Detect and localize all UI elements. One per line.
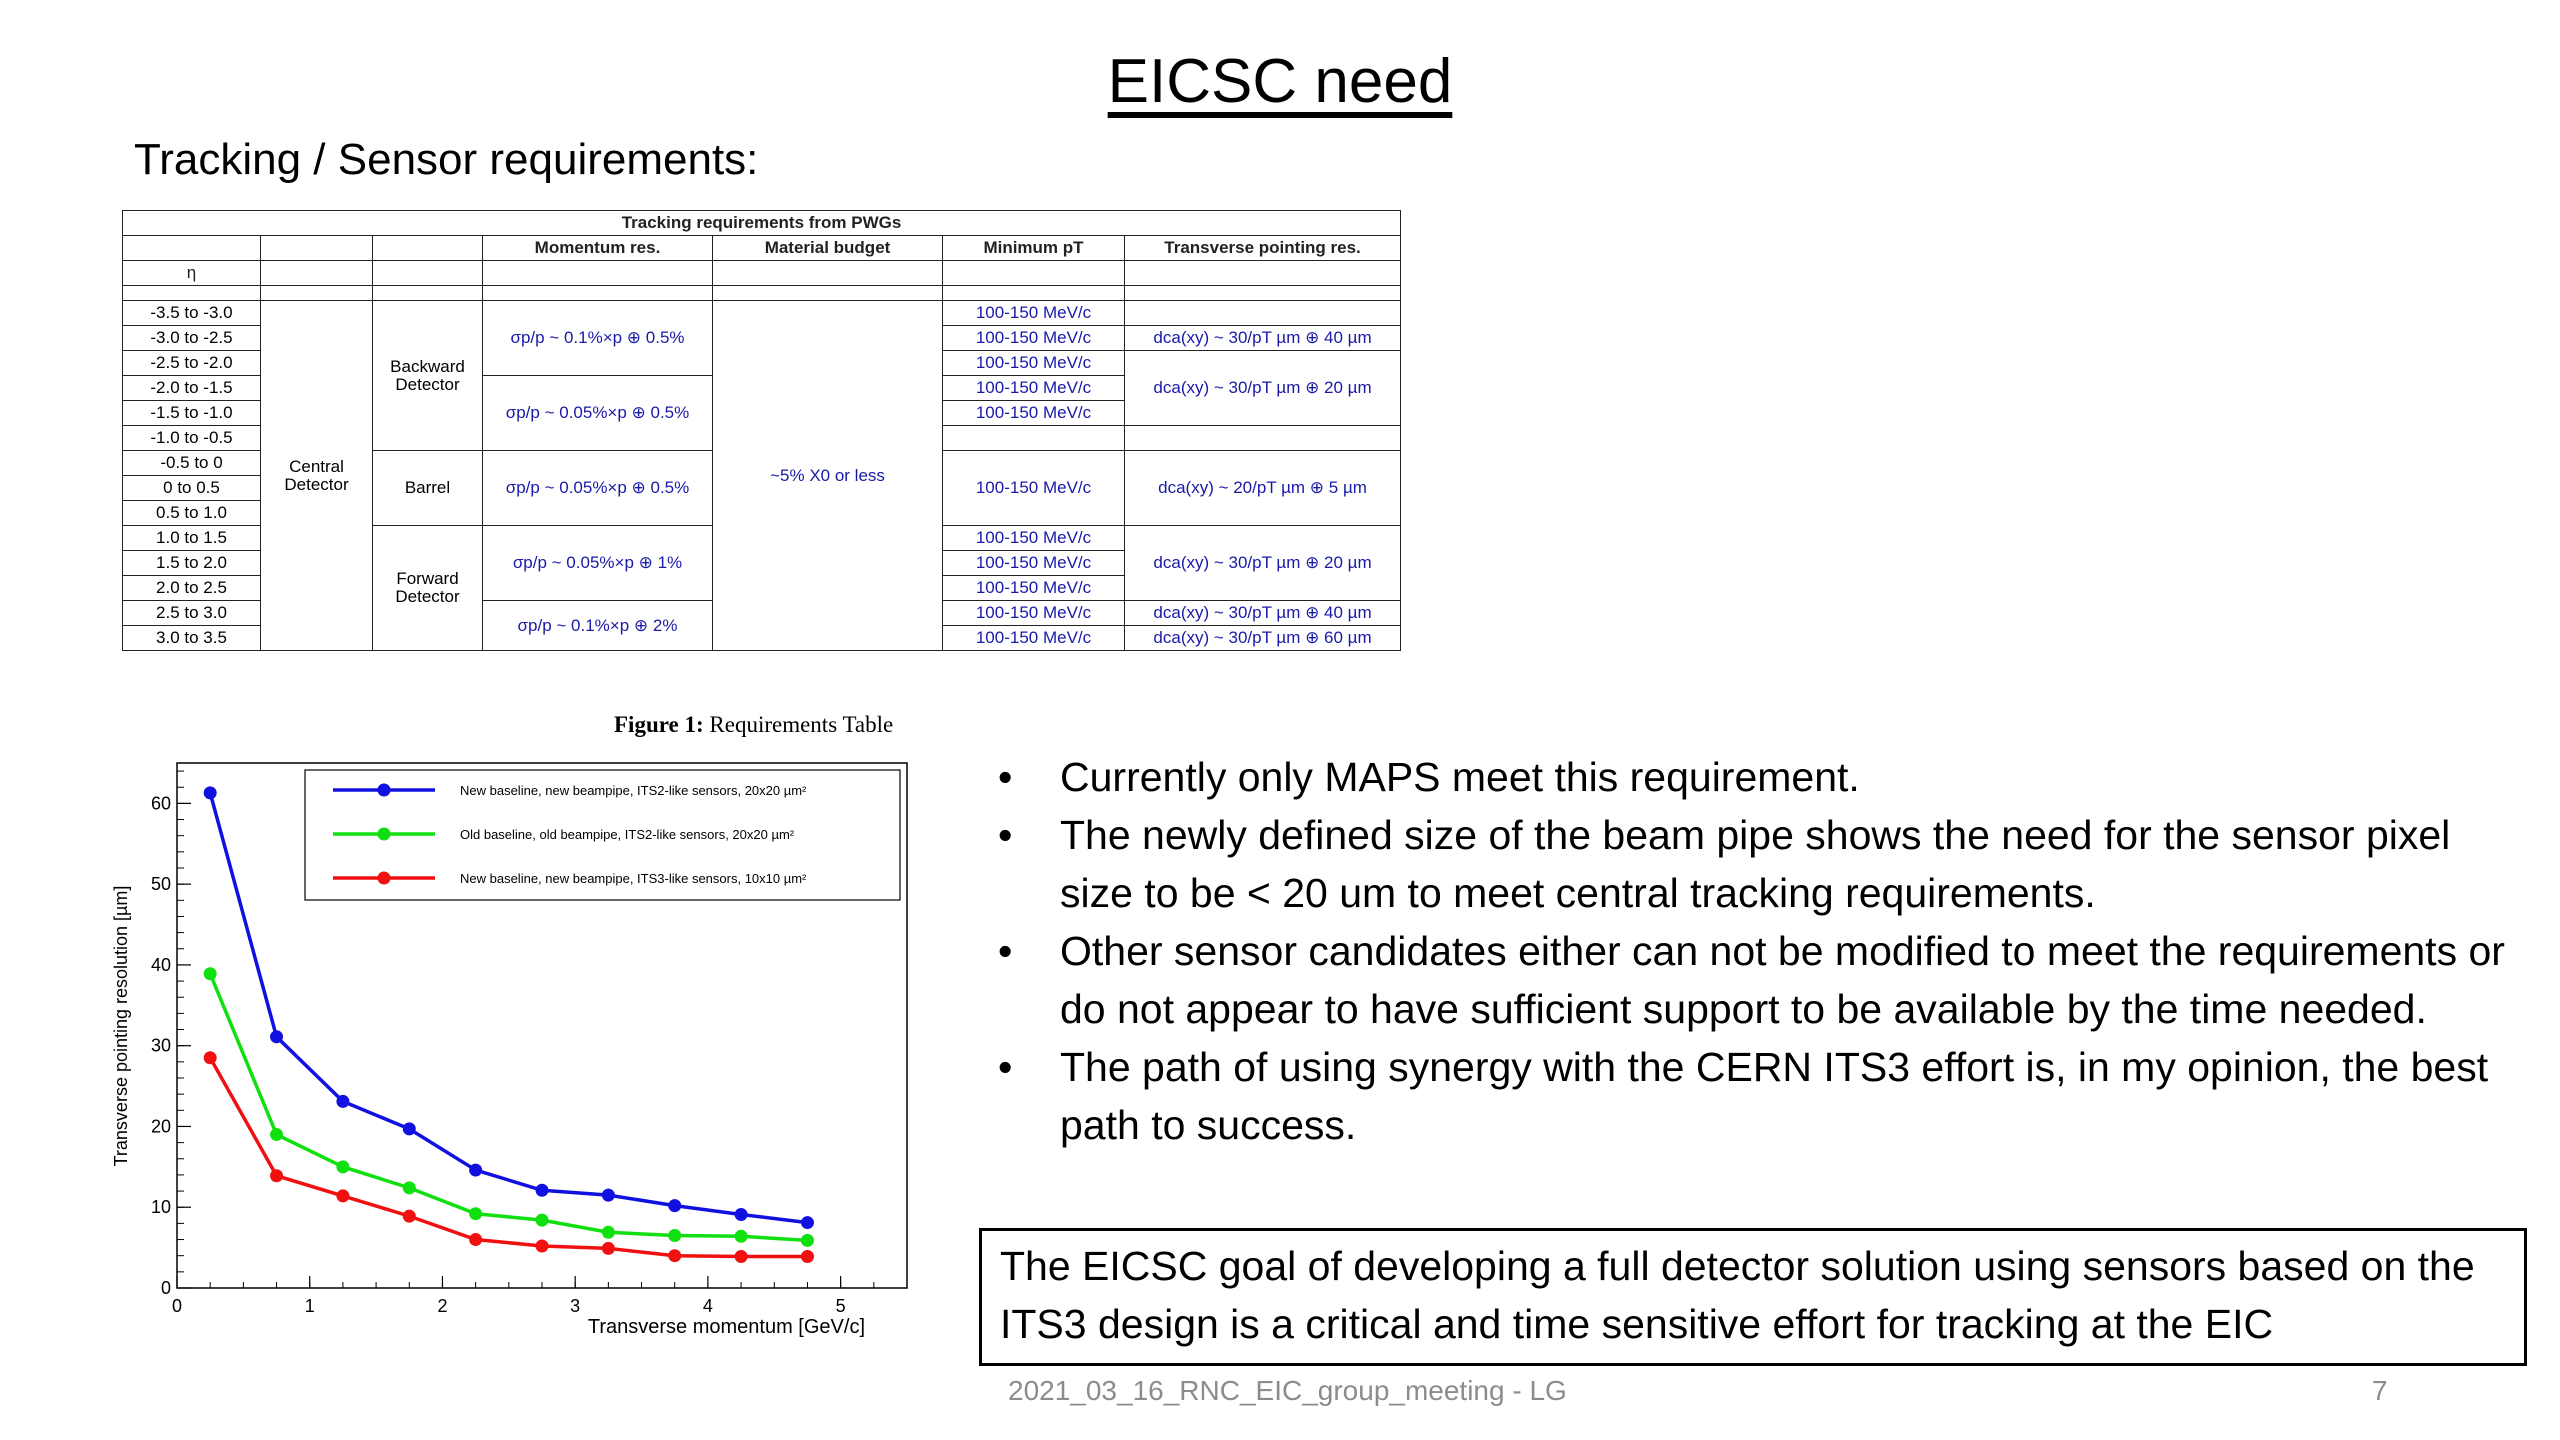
x-tick-label: 4 <box>702 1296 713 1316</box>
x-tick-label: 1 <box>304 1296 315 1316</box>
data-point <box>403 1181 416 1194</box>
pointing-resolution-chart <box>105 748 925 1348</box>
data-point <box>204 1051 217 1064</box>
figure-label: Figure 1: <box>614 712 704 737</box>
eta-range: 3.0 to 3.5 <box>123 626 261 651</box>
data-point <box>469 1164 482 1177</box>
momentum-forward-2: σp/p ~ 0.1%×p ⊕ 2% <box>483 601 713 651</box>
min-pt-cell: 100-150 MeV/c <box>943 576 1125 601</box>
min-pt-barrel: 100-150 MeV/c <box>943 451 1125 526</box>
data-point <box>668 1229 681 1242</box>
data-point <box>801 1234 814 1247</box>
data-point <box>270 1030 283 1043</box>
eta-range: 2.5 to 3.0 <box>123 601 261 626</box>
pointing-forward-1: dca(xy) ~ 30/pT µm ⊕ 20 µm <box>1125 526 1401 601</box>
legend-swatch-marker <box>378 828 391 841</box>
requirements-table <box>122 210 1401 651</box>
legend-entry: Old baseline, old beampipe, ITS2-like sensors, 20x20 µm² <box>460 827 795 842</box>
x-axis-label: Transverse momentum [GeV/c] <box>587 1316 865 1338</box>
y-tick-label: 40 <box>150 954 171 975</box>
central-detector-label: Central Detector <box>261 301 373 651</box>
legend-entry: New baseline, new beampipe, ITS2-like sensors, 20x20 µm² <box>460 783 807 798</box>
figure-caption <box>614 712 893 738</box>
figure-text: Requirements Table <box>709 712 894 737</box>
eta-range: -0.5 to 0 <box>123 451 261 476</box>
min-pt-cell: 100-150 MeV/c <box>943 301 1125 326</box>
eta-range: 1.5 to 2.0 <box>123 551 261 576</box>
data-point <box>735 1250 748 1263</box>
eta-range: -3.5 to -3.0 <box>123 301 261 326</box>
bullet-item: • Other sensor candidates either can not be modified to meet the requirements or do not appear to have sufficient support to be available by the time needed. <box>990 922 2520 1038</box>
header-pointing: Transverse pointing res. <box>1125 236 1401 261</box>
bullet-item: • Currently only MAPS meet this requirement. <box>990 748 2520 806</box>
min-pt-cell: 100-150 MeV/c <box>943 626 1125 651</box>
min-pt-cell: 100-150 MeV/c <box>943 601 1125 626</box>
header-eta: η <box>123 261 261 286</box>
header-material: Material budget <box>713 236 943 261</box>
data-point <box>403 1210 416 1223</box>
slide-subtitle: Tracking / Sensor requirements: <box>134 135 759 184</box>
data-point <box>403 1122 416 1135</box>
slide-title: EICSC need <box>1107 47 1453 116</box>
data-point <box>270 1169 283 1182</box>
data-point <box>668 1199 681 1212</box>
data-point <box>204 786 217 799</box>
momentum-backward-1: σp/p ~ 0.1%×p ⊕ 0.5% <box>483 301 713 376</box>
min-pt-cell: 100-150 MeV/c <box>943 351 1125 376</box>
y-tick-label: 30 <box>150 1035 171 1056</box>
bullet-item: • The newly defined size of the beam pipe shows the need for the sensor pixel size to be < 20 um to meet central tracking requirements. <box>990 806 2520 922</box>
y-tick-label: 10 <box>150 1197 171 1218</box>
legend-swatch-marker <box>378 784 391 797</box>
min-pt-cell: 100-150 MeV/c <box>943 401 1125 426</box>
min-pt-cell: 100-150 MeV/c <box>943 326 1125 351</box>
data-point <box>336 1189 349 1202</box>
y-tick-label: 60 <box>150 793 171 814</box>
min-pt-cell: 100-150 MeV/c <box>943 551 1125 576</box>
momentum-barrel: σp/p ~ 0.05%×p ⊕ 0.5% <box>483 451 713 526</box>
table-caption: Tracking requirements from PWGs <box>123 211 1401 236</box>
barrel-label: Barrel <box>373 451 483 526</box>
data-point <box>536 1184 549 1197</box>
eta-range: -2.5 to -2.0 <box>123 351 261 376</box>
x-tick-label: 2 <box>437 1296 448 1316</box>
data-point <box>668 1249 681 1262</box>
pointing-backward-2: dca(xy) ~ 30/pT µm ⊕ 20 µm <box>1125 351 1401 426</box>
eta-range: 0 to 0.5 <box>123 476 261 501</box>
min-pt-cell: 100-150 MeV/c <box>943 376 1125 401</box>
material-budget: ~5% X0 or less <box>713 301 943 651</box>
data-point <box>536 1240 549 1253</box>
header-min-pt: Minimum pT <box>943 236 1125 261</box>
data-point <box>801 1250 814 1263</box>
data-point <box>735 1230 748 1243</box>
bullet-item: • The path of using synergy with the CERN ITS3 effort is, in my opinion, the best path to success. <box>990 1038 2520 1154</box>
eta-range: -1.0 to -0.5 <box>123 426 261 451</box>
data-point <box>602 1226 615 1239</box>
legend-swatch-marker <box>378 872 391 885</box>
data-point <box>469 1207 482 1220</box>
eta-range: -3.0 to -2.5 <box>123 326 261 351</box>
x-tick-label: 5 <box>835 1296 846 1316</box>
y-axis-label: Transverse pointing resolution [µm] <box>111 885 131 1167</box>
legend-entry: New baseline, new beampipe, ITS3-like sensors, 10x10 µm² <box>460 871 807 886</box>
footer-page-number: 7 <box>2372 1375 2388 1406</box>
goal-statement-box: The EICSC goal of developing a full detector solution using sensors based on the ITS3 design is a critical and time sensitive effort for tracking at the EIC <box>979 1228 2527 1366</box>
data-point <box>469 1233 482 1246</box>
y-tick-label: 20 <box>150 1116 171 1137</box>
x-tick-label: 3 <box>570 1296 581 1316</box>
data-point <box>270 1128 283 1141</box>
pointing-barrel: dca(xy) ~ 20/pT µm ⊕ 5 µm <box>1125 451 1401 526</box>
eta-range: -2.0 to -1.5 <box>123 376 261 401</box>
pointing-forward-2: dca(xy) ~ 30/pT µm ⊕ 40 µm <box>1125 601 1401 626</box>
forward-detector-label: Forward Detector <box>373 526 483 651</box>
eta-range: 1.0 to 1.5 <box>123 526 261 551</box>
data-point <box>336 1095 349 1108</box>
data-point <box>735 1208 748 1221</box>
eta-range: 0.5 to 1.0 <box>123 501 261 526</box>
data-point <box>336 1160 349 1173</box>
y-tick-label: 0 <box>160 1278 171 1298</box>
eta-range: -1.5 to -1.0 <box>123 401 261 426</box>
data-point <box>602 1189 615 1202</box>
x-tick-label: 0 <box>171 1296 183 1316</box>
backward-detector-label: Backward Detector <box>373 301 483 451</box>
bullet-list <box>990 748 2520 1154</box>
data-point <box>536 1214 549 1227</box>
momentum-forward-1: σp/p ~ 0.05%×p ⊕ 1% <box>483 526 713 601</box>
eta-range: 2.0 to 2.5 <box>123 576 261 601</box>
header-momentum: Momentum res. <box>483 236 713 261</box>
footer-meeting-label: 2021_03_16_RNC_EIC_group_meeting - LG <box>1008 1375 1567 1406</box>
pointing-backward-1: dca(xy) ~ 30/pT µm ⊕ 40 µm <box>1125 326 1401 351</box>
data-point <box>801 1216 814 1229</box>
y-tick-label: 50 <box>150 874 171 895</box>
momentum-backward-2: σp/p ~ 0.05%×p ⊕ 0.5% <box>483 376 713 451</box>
data-point <box>602 1242 615 1255</box>
data-point <box>204 967 217 980</box>
pointing-forward-3: dca(xy) ~ 30/pT µm ⊕ 60 µm <box>1125 626 1401 651</box>
min-pt-cell: 100-150 MeV/c <box>943 526 1125 551</box>
